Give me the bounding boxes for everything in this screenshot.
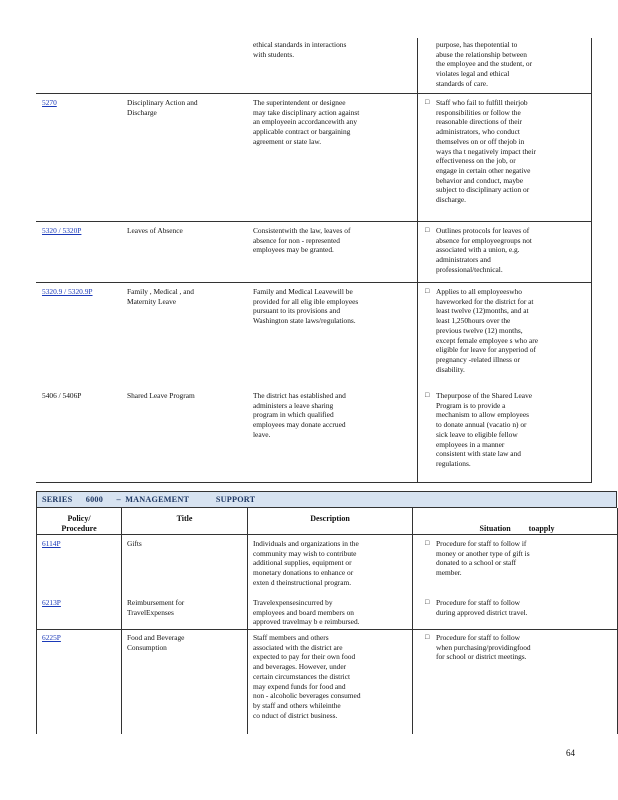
- bullet-icon: □: [425, 226, 430, 234]
- table-row: [42, 287, 124, 297]
- top-right-border: [591, 38, 592, 483]
- policy-link-6213p[interactable]: 6213P: [42, 598, 61, 607]
- policy-number: 5406 / 5406P: [42, 391, 82, 400]
- row-divider: [36, 482, 592, 483]
- top-divider-desc-situation: [417, 38, 418, 483]
- row-situation: Procedure for staff to follow during approved district travel.: [436, 598, 528, 617]
- table-row: [42, 98, 112, 108]
- bullet-icon: □: [425, 598, 430, 606]
- row-title: Gifts: [127, 539, 142, 548]
- row-description: Individuals and organizations in the community may wish to contribute additional supplies, equipment or monetary donations to enhance or exten d theinstructional program.: [253, 539, 359, 587]
- row-description: Travelexpensesincurred by employees and board members on approved travelmay b e reimbursed.: [253, 598, 360, 627]
- row-situation: Staff who fail to fulfill theirjob responsibilities or follow the reasonable directions of their administrators, who conduct themselves on or off thejob in ways tha t negatively impact their effectiveness on the job, or engage in certain other negative behavior and conduct, maybe subject to disciplinary action or discharge.: [436, 98, 536, 205]
- row-description: The superintendent or designee may take disciplinary action against an employeein accordancewith any applicable contract or bargaining agreement or state law.: [253, 98, 360, 146]
- row-title: Family , Medical , and Maternity Leave: [127, 287, 194, 306]
- row-title: Food and Beverage Consumption: [127, 633, 185, 652]
- table-row: [42, 391, 122, 401]
- col-divider: [412, 508, 413, 734]
- col-divider: [36, 508, 37, 734]
- row-situation: Procedure for staff to follow if money or another type of gift is donated to a school or staff member.: [436, 539, 530, 578]
- continued-situation: purpose, has thepotential to abuse the relationship between the employee and the student, or violates legal and ethical standards of care.: [436, 40, 533, 88]
- policy-link-6114p[interactable]: 6114P: [42, 539, 61, 548]
- row-divider: [36, 93, 592, 94]
- row-situation: Procedure for staff to follow when purchasing/providingfood for school or district meetings.: [436, 633, 531, 662]
- policy-link-5320[interactable]: 5320 / 5320P: [42, 226, 82, 235]
- bullet-icon: □: [425, 98, 430, 106]
- page-number: 64: [566, 748, 575, 758]
- row-situation: Outlines protocols for leaves of absence for employeegroups not associated with a union, e.g. administrators and professional/technical.: [436, 226, 532, 274]
- table-row: [42, 539, 112, 549]
- header-policy: Policy/ Procedure: [61, 514, 97, 533]
- header-bottom-border: [36, 534, 618, 535]
- bullet-icon: □: [425, 287, 430, 295]
- continued-description: ethical standards in interactions with students.: [253, 40, 347, 59]
- row-description: The district has established and administers a leave sharing program in which qualified employees may donate accrued leave.: [253, 391, 346, 439]
- bullet-icon: □: [425, 539, 430, 547]
- policy-link-5320-9[interactable]: 5320.9 / 5320.9P: [42, 287, 93, 296]
- row-title: Shared Leave Program: [127, 391, 195, 400]
- table-row: [42, 633, 112, 643]
- policy-link-6225p[interactable]: 6225P: [42, 633, 61, 642]
- row-description: Family and Medical Leavewill be provided for all elig ible employees pursuant to its provisions and Washington state laws/regulations.: [253, 287, 359, 326]
- row-divider: [36, 221, 592, 222]
- header-situation: Situation toapply: [479, 523, 555, 533]
- series-label: SERIES 6000 – MANAGEMENT SUPPORT: [42, 495, 256, 504]
- policy-link-5270[interactable]: 5270: [42, 98, 57, 107]
- header-description: Description: [310, 514, 350, 523]
- row-divider: [36, 629, 618, 630]
- series-header-bar: [36, 491, 617, 508]
- table-row: [42, 226, 122, 236]
- col-divider: [247, 508, 248, 734]
- col-divider: [121, 508, 122, 734]
- table-row: [42, 598, 112, 608]
- bullet-icon: □: [425, 633, 430, 641]
- row-divider: [36, 282, 592, 283]
- row-title: Reimbursement for TravelExpenses: [127, 598, 185, 617]
- row-description: Staff members and others associated with the district are expected to pay for their own food and beverages. However, under certain circumstances the district may expend funds for food and non - alcoholic beverages consumed by staff and others whileinthe co nduct of district business.: [253, 633, 361, 720]
- row-title: Leaves of Absence: [127, 226, 183, 235]
- header-title: Title: [176, 514, 193, 523]
- row-description: Consistentwith the law, leaves of absence for non - represented employees may be granted.: [253, 226, 351, 255]
- bullet-icon: □: [425, 391, 430, 399]
- row-situation: Applies to all employeeswho haveworked for the district for at least twelve (12)months, and at least 1,250hours over the previous twelve (12) months, except female employee s who are eligible for leave for anyperiod of pregnancy -related illness or disability.: [436, 287, 538, 374]
- row-situation: Thepurpose of the Shared Leave Program is to provide a mechanism to allow employees to donate annual (vacatio n) or sick leave to eligible fellow employees in a manner consistent with state law and regulations.: [436, 391, 533, 468]
- row-title: Disciplinary Action and Discharge: [127, 98, 198, 117]
